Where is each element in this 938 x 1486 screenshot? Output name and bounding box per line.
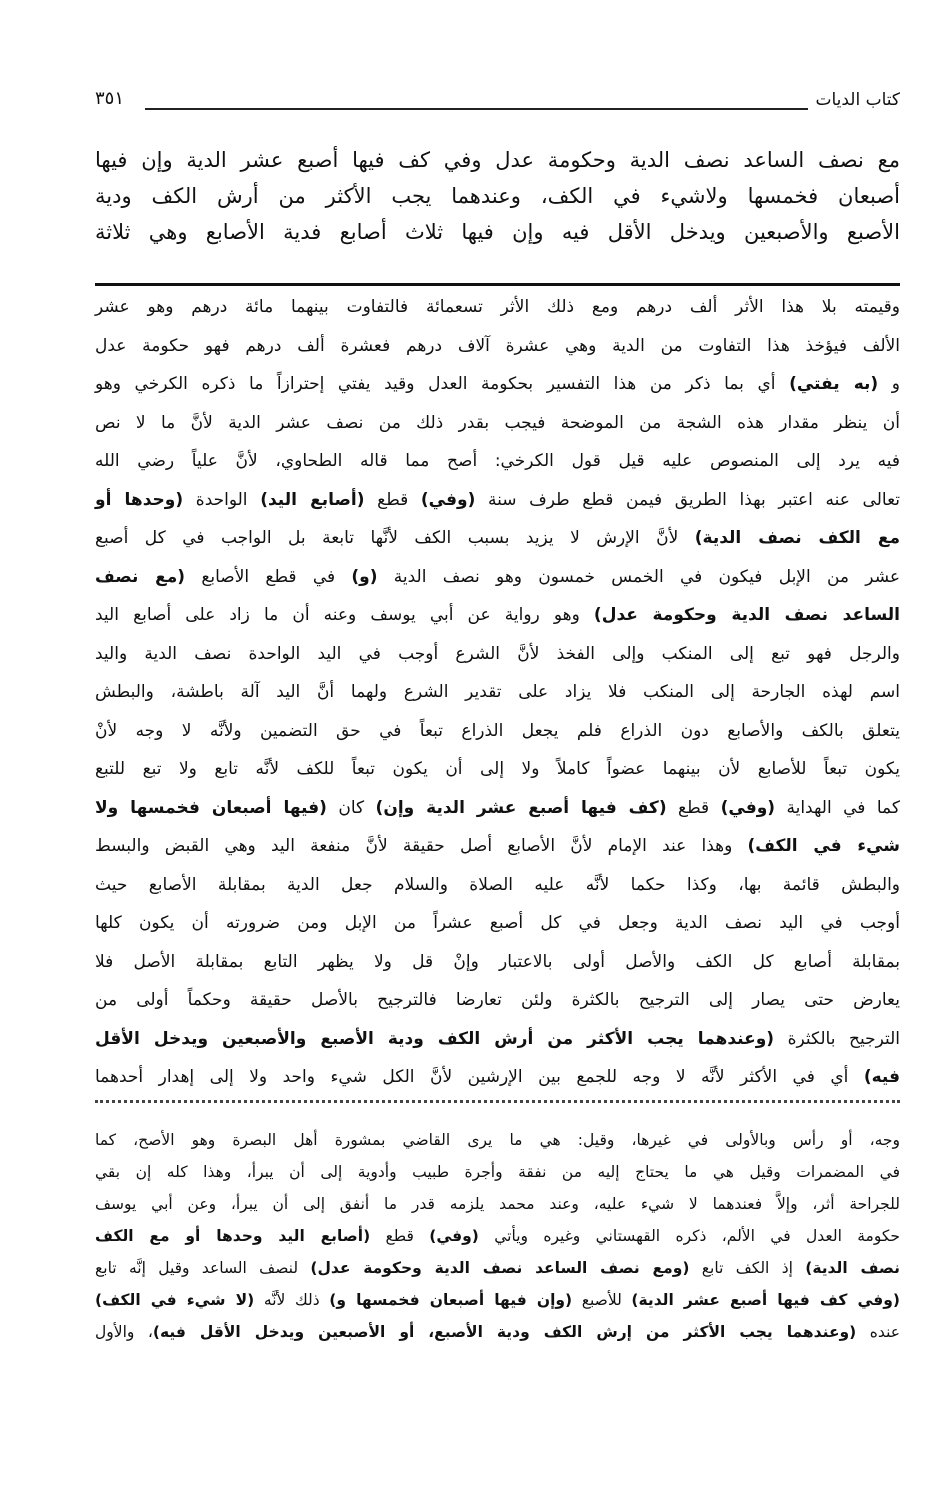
text-line [95, 904, 900, 943]
text-line [95, 789, 900, 828]
text-segment: للأصبع [572, 1291, 632, 1309]
commentary-text [95, 288, 900, 1097]
text-line [95, 1058, 900, 1097]
chapter-title: كتاب الديات [815, 90, 900, 110]
bold-quoted-text: (وعندهما يجب الأكثر من أرش الكف ودية الأصبع والأصبعين ويدخل الأقل [95, 1028, 775, 1049]
bold-quoted-text: (به يفتي) [789, 374, 879, 394]
text-line [95, 142, 900, 178]
bold-quoted-text: (ومع نصف الساعد نصف الدية وحكومة عدل) [310, 1259, 690, 1277]
text-line [95, 1220, 900, 1252]
text-line [95, 404, 900, 443]
text-segment: وقيمته بلا هذا الأثر ألف درهم ومع ذلك الأثر تسعمائة فالتفاوت بينهما مائة درهم وهو عشر [95, 297, 900, 317]
bold-quoted-text: فيه) [863, 1067, 900, 1087]
text-line [95, 1188, 900, 1220]
main-text [95, 142, 900, 250]
text-line [95, 712, 900, 751]
bold-quoted-text: (وحدها أو [95, 489, 184, 510]
text-segment: وهذا عند الإمام لأنَّ الأصابع أصل حقيقة لأنَّ منفعة اليد وهي القبض والبسط [95, 836, 748, 856]
bold-quoted-text: (وفي) [420, 489, 476, 510]
bold-quoted-text: نصف الدية) [805, 1259, 901, 1277]
text-segment: أي بما ذكر من هذا التفسير بحكومة العدل وقيد يفتي إحترازاً ما ذكره الكرخي وهو [95, 374, 790, 394]
text-segment: والبطش قائمة بها، وكذا حكما لأنَّه عليه الصلاة والسلام جعل الدية بمقابلة الأصابع حيث [95, 874, 900, 895]
text-segment: الواحدة [183, 489, 261, 510]
text-line [95, 365, 900, 404]
text-segment: فيه يرد إلى المنصوص عليه قيل قول الكرخي: أصح مما قاله الطحاوي، لأنَّ علياً رضي الله [95, 451, 900, 471]
text-line [95, 1156, 900, 1188]
bold-quoted-text: (و) [351, 566, 378, 587]
text-segment: اسم لهذه الجارحة إلى المنكب فلا يزاد على تقدير الشرع ولهما أنَّ اليد آلة باطشة، والبطش [95, 682, 900, 702]
text-line [95, 481, 900, 520]
bold-quoted-text: (وفي) [429, 1227, 479, 1245]
text-segment: والرجل فهو تبع إلى المنكب وإلى الفخذ لأنَّ الشرع أوجب في اليد الواحدة نصف الدية واليد [95, 643, 900, 664]
text-segment: عنده [856, 1323, 900, 1341]
text-line [95, 327, 900, 366]
text-segment: للجراحة أثر، وإلاَّ فعندهما لا شيء عليه، وعند محمد يلزمه قدر ما أنفق إلى أن يبرأ، وعن أبي يوسف [95, 1195, 900, 1213]
text-segment: أي في الأكثر لأنَّه لا وجه للجمع بين الإرشين لأنَّ الكل شيء واحد ولا إلى إهدار أحدهما [95, 1067, 864, 1087]
text-segment: الأصبع والأصبعين ويدخل الأقل فيه وإن فيها ثلاث أصابع فدية الأصابع وهي ثلاثة [95, 220, 900, 244]
bold-quoted-text: (وفي كف فيها أصبع عشر الدية) [631, 1291, 901, 1309]
text-segment: في قطع الأصابع [185, 566, 352, 587]
text-segment: الألف فيؤخذ هذا التفاوت من الدية وهي عشرة آلاف درهم فعشرة ألف درهم فهو حكومة عدل [95, 335, 900, 356]
section-divider [95, 283, 900, 286]
bold-quoted-text: (وعندهما يجب الأكثر من إرش الكف ودية الأصبع، أو الأصبعين ويدخل الأقل فيه) [152, 1323, 857, 1341]
running-header [95, 88, 900, 118]
text-segment: عشر من الإبل فيكون في الخمس خمسون وهو نصف الدية [377, 566, 900, 587]
bold-quoted-text: مع الكف نصف الدية) [694, 528, 900, 548]
text-line [95, 1020, 900, 1059]
text-segment: و [878, 374, 900, 394]
text-line [95, 943, 900, 982]
bold-quoted-text: (مع نصف [95, 566, 186, 587]
bold-quoted-text: الساعد نصف الدية وحكومة عدل) [593, 605, 900, 625]
text-segment: أوجب في اليد نصف الدية وجعل في كل أصبع عشراً من الإبل ومن ضرورته أن يكون كلها [95, 913, 900, 933]
text-segment: حكومة العدل في الألم، ذكره القهستاني وغيره ويأتي [478, 1227, 900, 1245]
bold-quoted-text: (وفي) [720, 797, 776, 818]
text-line [95, 866, 900, 905]
text-segment: أصبعان فخمسها ولاشيء في الكف، وعندهما يجب الأكثر من أرش الكف ودية [95, 184, 900, 208]
text-segment: قطع [370, 1227, 430, 1245]
text-segment: قطع [364, 489, 421, 510]
text-line [95, 635, 900, 674]
text-line [95, 288, 900, 327]
page-number: ٣٥١ [95, 88, 125, 109]
header-rule [145, 108, 808, 110]
text-segment: يكون تبعاً للأصابع لأن بينهما عضواً كاملاً ولا إلى أن يكون تبعاً للكف لأنَّه تابع ولا تبع للتبع [95, 759, 900, 779]
text-segment: تعالى عنه اعتبر بهذا الطريق فيمن قطع طرف سنة [475, 489, 900, 510]
text-line [95, 558, 900, 597]
bold-quoted-text: (لا شيء في الكف) [95, 1291, 255, 1309]
text-segment: أن ينظر مقدار هذه الشجة من الموضحة فيجب بقدر ذلك من نصف عشر الدية لأنَّ ما لا نص [95, 412, 900, 433]
text-line [95, 673, 900, 712]
text-line [95, 750, 900, 789]
bold-quoted-text: (أصابع اليد وحدها أو مع الكف [95, 1227, 371, 1245]
footnote-divider [95, 1100, 900, 1103]
text-segment: ، والأول [95, 1323, 153, 1341]
text-segment: يتعلق بالكف والأصابع دون الذراع فلم يجعل الذراع تبعاً في حق التضمين ولأنَّه لا وجه لأنْ [95, 720, 900, 741]
text-segment: وجه، أو رأس وبالأولى في غيرها، وقيل: هي ما يرى القاضي بمشورة أهل البصرة وهو الأصح، كما [95, 1131, 900, 1149]
bold-quoted-text: شيء في الكف) [747, 836, 901, 856]
text-segment: كان [326, 797, 376, 818]
text-segment: كما في الهداية [775, 797, 900, 818]
text-line [95, 442, 900, 481]
text-segment: قطع [666, 797, 721, 818]
footnote-text [95, 1124, 900, 1348]
bold-quoted-text: (فيها أصبعان فخمسها ولا [95, 797, 327, 818]
text-segment: الترجيح بالكثرة [774, 1028, 901, 1049]
text-line [95, 1284, 900, 1316]
text-line [95, 1252, 900, 1284]
text-line [95, 519, 900, 558]
bold-quoted-text: (أصابع اليد) [260, 489, 365, 510]
text-segment: إذ الكف تابع [689, 1259, 806, 1277]
text-line [95, 214, 900, 250]
text-line [95, 1124, 900, 1156]
text-segment: بمقابلة أصابع كل الكف والأصل أولى بالاعتبار وإنْ قل ولا يظهر التابع بمقابلة الأصل فلا [95, 951, 900, 972]
text-line [95, 1316, 900, 1348]
text-segment: لأنَّ الإرش لا يزيد بسبب الكف لأنَّها تابعة بل الواجب في كل أصبع [95, 528, 695, 548]
text-line [95, 596, 900, 635]
text-segment: لنصف الساعد وقيل إنَّه تابع [95, 1259, 311, 1277]
text-line [95, 178, 900, 214]
text-segment: في المضمرات وقيل هي ما يحتاج إليه من نفقة وأجرة طبيب وأدوية إلى أن يبرأ، وهذا كله إن بقي [95, 1163, 900, 1181]
text-segment: يعارض حتى يصار إلى الترجيح بالكثرة ولئن تعارضا فالترجيح بالأصل حقيقة وحكماً أولى من [95, 990, 900, 1010]
text-segment: مع نصف الساعد نصف الدية وحكومة عدل وفي كف فيها أصبع عشر الدية وإن فيها [95, 148, 900, 172]
text-line [95, 827, 900, 866]
text-segment: وهو رواية عن أبي يوسف وعنه أن ما زاد على أصابع اليد [95, 605, 594, 625]
bold-quoted-text: (كف فيها أصبع عشر الدية وإن) [375, 797, 667, 818]
bold-quoted-text: (وإن فيها أصبعان فخمسها و) [329, 1291, 573, 1309]
text-segment: ذلك لأنَّه [254, 1291, 330, 1309]
text-line [95, 981, 900, 1020]
